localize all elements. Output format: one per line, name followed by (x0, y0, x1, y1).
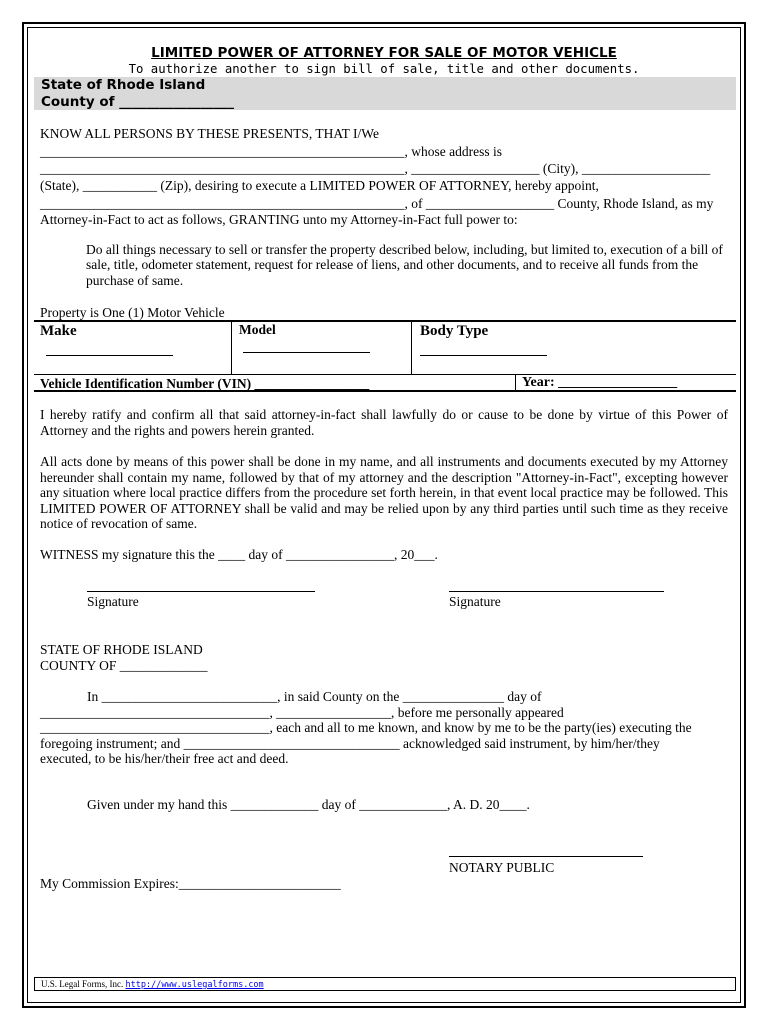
notary-line-1: In __________________________, in said County on the _______________ day of (87, 689, 542, 704)
state-county-header (34, 77, 736, 110)
footer-link[interactable]: http://www.uslegalforms.com (125, 980, 264, 990)
make-field[interactable] (46, 355, 173, 356)
given-line: Given under my hand this _____________ day of _____________, A. D. 20____. (87, 797, 530, 812)
intro-line-3: ______________________________________________________, ___________________ (City), ___________________ (40, 161, 711, 176)
witness-line: WITNESS my signature this the ____ day of ________________, 20___. (40, 547, 438, 562)
ratify-paragraph: I hereby ratify and confirm all that said attorney-in-fact shall lawfully do or cause to be done by virtue of this Power of Attorney and the rights and powers herein granted. (40, 407, 728, 438)
vehicle-table (34, 320, 736, 392)
notary-line-5: executed, to be his/her/their free act and deed. (40, 751, 289, 766)
signature-label-right: Signature (449, 594, 501, 609)
model-field[interactable] (243, 352, 370, 353)
intro-line-6: Attorney-in-Fact to act as follows, GRANTING unto my Attorney-in-Fact full power to: (40, 212, 518, 227)
model-label: Model (239, 322, 276, 337)
body-type-field[interactable] (420, 355, 547, 356)
intro-line-2: ______________________________________________________, whose address is (40, 144, 502, 159)
intro-line-1: KNOW ALL PERSONS BY THESE PRESENTS, THAT I/We (40, 126, 379, 141)
document-subtitle: To authorize another to sign bill of sale, title and other documents. (128, 62, 640, 76)
acts-paragraph: All acts done by means of this power shall be done in my name, and all instruments and documents executed by my Attorney hereunder shall contain my name, followed by that of my attorney and the description "Attorney-in-Fact", excepting however any situation where local practice differs from the procedure set forth herein, in that event local practice may be followed. This LIMITED POWER OF ATTORNEY shall be valid and may be relied upon by any third parties until such time as they receive notice of revocation of same. (40, 454, 728, 532)
notary-line-4: foregoing instrument; and ________________________________ acknowledged said instrument, by him/her/they (40, 736, 660, 751)
notary-public-label: NOTARY PUBLIC (449, 860, 555, 875)
document-title: LIMITED POWER OF ATTORNEY FOR SALE OF MOTOR VEHICLE (151, 45, 617, 61)
footer-company: U.S. Legal Forms, Inc. (41, 979, 124, 989)
model-body-divider (411, 322, 412, 374)
vin-label[interactable]: Vehicle Identification Number (VIN) _________________ (40, 376, 370, 391)
state-heading: State of Rhode Island (41, 77, 206, 93)
make-label: Make (40, 323, 77, 339)
property-label: Property is One (1) Motor Vehicle (40, 305, 225, 320)
commission-expires: My Commission Expires:________________________ (40, 876, 341, 891)
notary-signature-line[interactable] (449, 856, 643, 857)
intro-line-5: ______________________________________________________, of ___________________ County, Rhode Island, as my (40, 196, 714, 211)
intro-line-4: (State), ___________ (Zip), desiring to execute a LIMITED POWER OF ATTORNEY, hereby appoint, (40, 178, 599, 193)
signature-line-right[interactable] (449, 591, 664, 592)
notary-state: STATE OF RHODE ISLAND (40, 642, 203, 657)
notary-county: COUNTY OF _____________ (40, 658, 208, 673)
signature-label-left: Signature (87, 594, 139, 609)
make-model-divider (231, 322, 232, 374)
notary-line-2: __________________________________, _________________, before me personally appeared (40, 705, 564, 720)
powers-paragraph: Do all things necessary to sell or transfer the property described below, including, but limited to, execution of a bill of sale, title, odometer statement, request for release of liens, and other documents, and to receive all funds from the purchase of same. (86, 242, 723, 288)
footer (34, 977, 736, 991)
year-label[interactable]: Year: _________________ (522, 375, 678, 390)
county-heading: County of _________________ (41, 94, 234, 110)
body-type-label: Body Type (420, 323, 489, 339)
notary-line-3: __________________________________, each and all to me known, and know by me to be the party(ies) executing the (40, 720, 692, 735)
vin-year-divider (515, 374, 516, 392)
signature-line-left[interactable] (87, 591, 315, 592)
